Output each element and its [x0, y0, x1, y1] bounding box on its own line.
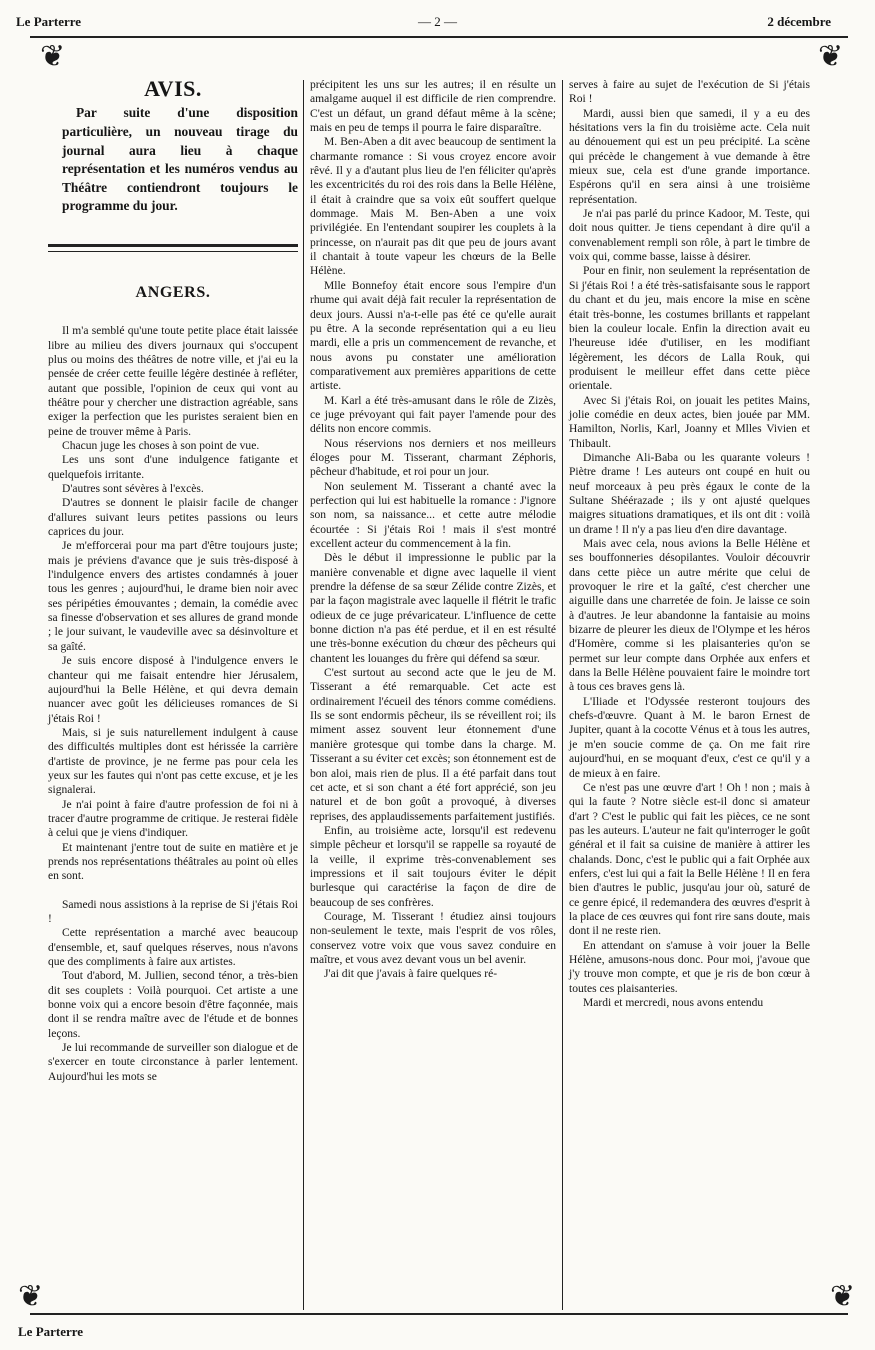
paragraph: serves à faire au sujet de l'exécution de Si j'étais Roi !	[569, 79, 810, 106]
paragraph: Dès le début il impressionne le public par la manière convenable et digne avec laquelle il vient prendre la défense de sa sœur Zélide contre Zizès, et par la façon magistrale avec laquelle il flétrit le trafic odieux de ce juge prévaricateur. L'influence de cette bonne diction n'a pas été perdue, et il en est résulté une très-bonne exécution du chœur des pêcheurs qui chantent les louanges du frère qui défend sa sœur.	[310, 552, 556, 665]
paragraph: Je suis encore disposé à l'indulgence envers le chanteur qui me faisait entendre hier Jérusalem, aujourd'hui la Belle Hélène, et qui devra demain nuancer avec goût les délicieuses romances de Si j'étais Roi !	[48, 655, 298, 725]
paragraph: En attendant on s'amuse à voir jouer la Belle Hélène, amusons-nous donc. Pour moi, j'avoue que j'y trouve mon compte, et que je ris de bon cœur à toutes ces plaisanteries.	[569, 939, 810, 995]
paragraph: Je lui recommande de surveiller son dialogue et de s'exercer en toute circonstance à parler lentement. Aujourd'hui les mots se	[48, 1042, 298, 1083]
paragraph: Je m'efforcerai pour ma part d'être toujours juste; mais je préviens d'avance que je suis très-disposé à l'indulgence envers des artistes condamnés à jouer tous les genres ; aujourd'hui, le drame bien noir avec ses péripéties émouvantes ; demain, la comédie avec sa finesse d'observation et ses allures de grand monde ; le jour suivant, le vaudeville avec sa désinvolture et sa gaîté.	[48, 540, 298, 653]
header-page-number: — 2 —	[418, 14, 457, 29]
paragraph: Mlle Bonnefoy était encore sous l'empire d'un rhume qui avait déjà fait reculer la représentation de deux jours. Aussi n'a-t-elle pas été ce qu'elle aurait pu être. A la seconde représentation qui a eu lieu mardi, elle a pris un commencement de revanche, et nous avons pu constater une amélioration comparativement aux premières apparitions de cette artiste.	[310, 279, 556, 393]
top-rule	[30, 36, 848, 38]
header-date: 2 décembre	[767, 14, 831, 29]
paragraph: Je n'ai pas parlé du prince Kadoor, M. Teste, qui doit nous quitter. Je tiens cependant à dire qu'il a convenablement rempli son rôle, à part le timbre de voix qui, comme basse, laisse à désirer.	[569, 208, 810, 264]
footer-journal-title: Le Parterre	[18, 1324, 84, 1339]
paragraph: Mais avec cela, nous avions la Belle Hélène et ses bouffonneries désopilantes. Vouloir découvrir dans cette pièce un autre mérite que celui de provoquer le rire et la gaîté, c'est chercher une aiguille dans une charretée de foin. Je laisse ce soin à d'autres. Je leur abandonne la fantaisie au moins bizarre de pleurer les dieux de l'Olympe et les héros d'Homère, comme si les plaisanteries qu'on se permet sur leur compte dans Orphée aux enfers et dans la Belle Hélène pouvaient faire le moindre tort à tous ces braves gens là.	[569, 538, 810, 694]
paragraph: J'ai dit que j'avais à faire quelques ré-	[324, 968, 498, 981]
paragraph: Cette représentation a marché avec beaucoup d'ensemble, et, sauf quelques réserves, nous n'avons que des compliments à faire aux artistes.	[48, 927, 298, 969]
column-2	[310, 78, 556, 982]
paragraph: Avec Si j'étais Roi, on jouait les petites Mains, jolie comédie en deux actes, bien jouée par MM. Hamilton, Norlis, Karl, Joanny et Mlles Vivien et Thibault.	[569, 394, 810, 450]
paragraph: Mardi, aussi bien que samedi, il y a eu des hésitations vers la fin du troisième acte. Cela nuit au dénouement qui est un peu précipité. La scène qui précède le changement à vue demande à être mieux sue, cela est d'une grande importance. Espérons qu'il en sera ainsi à une troisième représentation.	[569, 107, 810, 206]
corner-ornament-icon: ❦	[830, 1280, 856, 1313]
paragraph: L'Iliade et l'Odyssée resteront toujours des chefs-d'œuvre. Quant à M. le baron Ernest de Jupiter, quant à la cocotte Vénus et à tous les autres, je m'en soucie comme de ça. On me fait rire aujourd'hui, en se moquant d'eux, c'est ce qu'il y a de mieux à en faire.	[569, 695, 810, 780]
paragraph: D'autres se donnent le plaisir facile de changer d'allures suivant leurs petites passions ou leurs caprices du jour.	[48, 497, 298, 539]
header-journal-title: Le Parterre	[16, 14, 82, 29]
column-1	[48, 76, 298, 1084]
avis-body: Par suite d'une disposition particulière, un nouveau tirage du journal aura lieu à chaque représentation et les numéros vendus au Théâtre contiendront toujours le programme du jour.	[62, 105, 298, 214]
column-rule-left	[303, 80, 304, 1310]
paragraph: Chacun juge les choses à son point de vue.	[62, 440, 260, 452]
avis-title: AVIS.	[144, 76, 202, 101]
paragraph: Dimanche Ali-Baba ou les quarante voleurs ! Piètre drame ! Les auteurs ont coupé en huit ou neuf morceaux à peu près égaux le conte de la Sultane Shéérazade ; ils y ont ajusté quelques maigres situations dramatiques, et ils ont dit : voilà un drame ! Il n'y a pas lieu d'en dire davantage.	[569, 451, 810, 536]
paragraph: Non seulement M. Tisserant a chanté avec la perfection qui lui est habituelle la romance : J'ignore son nom, sa naissance... et cette autre mélodie écourtée : Si j'étais Roi ! mais il s'est montré excellent acteur du commencement à la fin.	[310, 480, 556, 550]
paragraph: Ce n'est pas une œuvre d'art ! Oh ! non ; mais à qui la faute ? Notre siècle est-il donc si amateur d'art ? C'est le public qui fait les pièces, ce ne sont pas les auteurs. L'auteur ne fait qu'interroger le goût général et il fait sa cuisine de manière à attirer les chalands. Donc, c'est le public qui a fait Orphée aux enfers, c'est lui qui a fait la Belle Hélène ! Il en fera bien d'autres le public, jusqu'au jour où, saturé de ce genre épicé, il redemandera des œuvres d'esprit à la place de ces œuvres qui font rire sans doute, mais dont il ne reste rien.	[569, 781, 810, 938]
paragraph: Il m'a semblé qu'une toute petite place était laissée libre au milieu des divers journaux qui s'occupent plus ou moins des théâtres de notre ville, et j'ai eu la pensée de créer cette feuille légère destinée à refléter, autant que possible, l'opinion de ceux qui vont au théâtre pour y chercher une distraction agréable, sans exiger la perfection que les puristes seraient bien en peine de trouver même à Paris.	[48, 325, 298, 438]
paragraph: Mardi et mercredi, nous avons entendu	[583, 997, 764, 1009]
bottom-rule	[30, 1313, 848, 1315]
paragraph: Samedi nous assistions à la reprise de Si j'étais Roi !	[48, 898, 298, 925]
paragraph: Nous réservions nos derniers et nos meilleurs éloges pour M. Tisserant, charmant Zéphoris, pêcheur d'habitude, et roi pour un jour.	[310, 437, 556, 479]
corner-ornament-icon: ❦	[818, 40, 844, 73]
section-title: ANGERS.	[135, 283, 211, 301]
column-rule-right	[562, 80, 563, 1310]
paragraph: Tout d'abord, M. Jullien, second ténor, a très-bien dit ses couplets : Voilà pourquoi. Cet artiste a une bonne voix qui a encore besoin d'être façonnée, mais dont il se rendra maître avec de l'étude et de bonnes leçons.	[48, 970, 298, 1040]
paragraph: Enfin, au troisième acte, lorsqu'il est redevenu simple pêcheur et lorsqu'il se rappelle sa royauté de la veille, il exprime très-convenablement ses impressions et il sait toujours éviter le dépit burlesque qui caractérise la façon de dire de beaucoup de ses confrères.	[310, 824, 556, 909]
paragraph: Pour en finir, non seulement la représentation de Si j'étais Roi ! a été très-satisfaisante sous le rapport du chant et du jeu, mais encore la mise en scène était très-bonne, les costumes brillants et rappelant bien la couleur locale. Enfin la direction avait eu l'heureuse idée d'utiliser, en les modifiant légèrement, les décors de Lalla Rouk, qui produisent le meilleur effet dans cette pièce orientale.	[569, 265, 810, 393]
paragraph: précipitent les uns sur les autres; il en résulte un amalgame auquel il est difficile de rien comprendre. C'est un défaut, un grand défaut même à la scène; mais en peu de temps il pourra le faire disparaître.	[310, 79, 556, 135]
paragraph: M. Ben-Aben a dit avec beaucoup de sentiment la charmante romance : Si vous croyez encore avoir rêvé. Il y a d'autant plus lieu de l'en féliciter qu'après les excentricités du roi des rois dans la Belle Hélène, il était à craindre que sa voix eût souffert quelque dommage. Mais M. Ben-Aben a une voix privilégiée. En l'entendant soupirer les couplets à la princesse, on n'aurait pas dit que peu de jours avant il chantait à toute vapeur les chœurs de la Belle Hélène.	[310, 136, 556, 278]
paragraph: C'est surtout au second acte que le jeu de M. Tisserant a été remarquable. Cet acte est ordinairement l'écueil des ténors comme comédiens. Ils se sont endormis pêcheur, ils se réveillent roi; ils miment assez souvent leur étonnement d'une manière grotesque qui tombe dans la charge. M. Tisserant a su éviter cet excès; son étonnement est de bon aloi, mais rien de plus. Il a été parfait dans tout cet acte, et si son chant a été fort apprécié, son jeu naturel et de bon goût a provoqué, à diverses reprises, des applaudissements parfaitement justifiés.	[310, 667, 556, 823]
corner-ornament-icon: ❦	[40, 40, 66, 73]
running-header	[0, 14, 875, 38]
paragraph: M. Karl a été très-amusant dans le rôle de Zizès, ce juge prévoyant qui fait payer l'amende pour des délits non encore commis.	[310, 394, 556, 436]
corner-ornament-icon: ❦	[18, 1280, 44, 1313]
paragraph: Et maintenant j'entre tout de suite en matière et je prends nos représentations théâtrales au point où elles en sont.	[48, 841, 298, 883]
paragraph: Mais, si je suis naturellement indulgent à cause des difficultés multiples dont est hérissée la carrière d'artiste de province, je ne ferme pas pour cela les yeux sur les fautes qui n'ont pas cette excuse, et je les signalerai.	[48, 726, 298, 797]
paragraph: D'autres sont sévères à l'excès.	[62, 483, 204, 496]
paragraph: Courage, M. Tisserant ! étudiez ainsi toujours non-seulement le texte, mais l'esprit de vos rôles, conservez votre voix que vous savez conduire en maître, et vous avez devant vous un bel avenir.	[310, 910, 556, 966]
paragraph: Les uns sont d'une indulgence fatigante et quelquefois irritante.	[48, 454, 298, 481]
column-3	[569, 78, 810, 1010]
section-divider	[48, 244, 298, 252]
paragraph: Je n'ai point à faire d'autre profession de foi ni à tracer d'autre programme de critique. Je resterai fidèle à celui que je viens d'indiquer.	[48, 798, 298, 840]
